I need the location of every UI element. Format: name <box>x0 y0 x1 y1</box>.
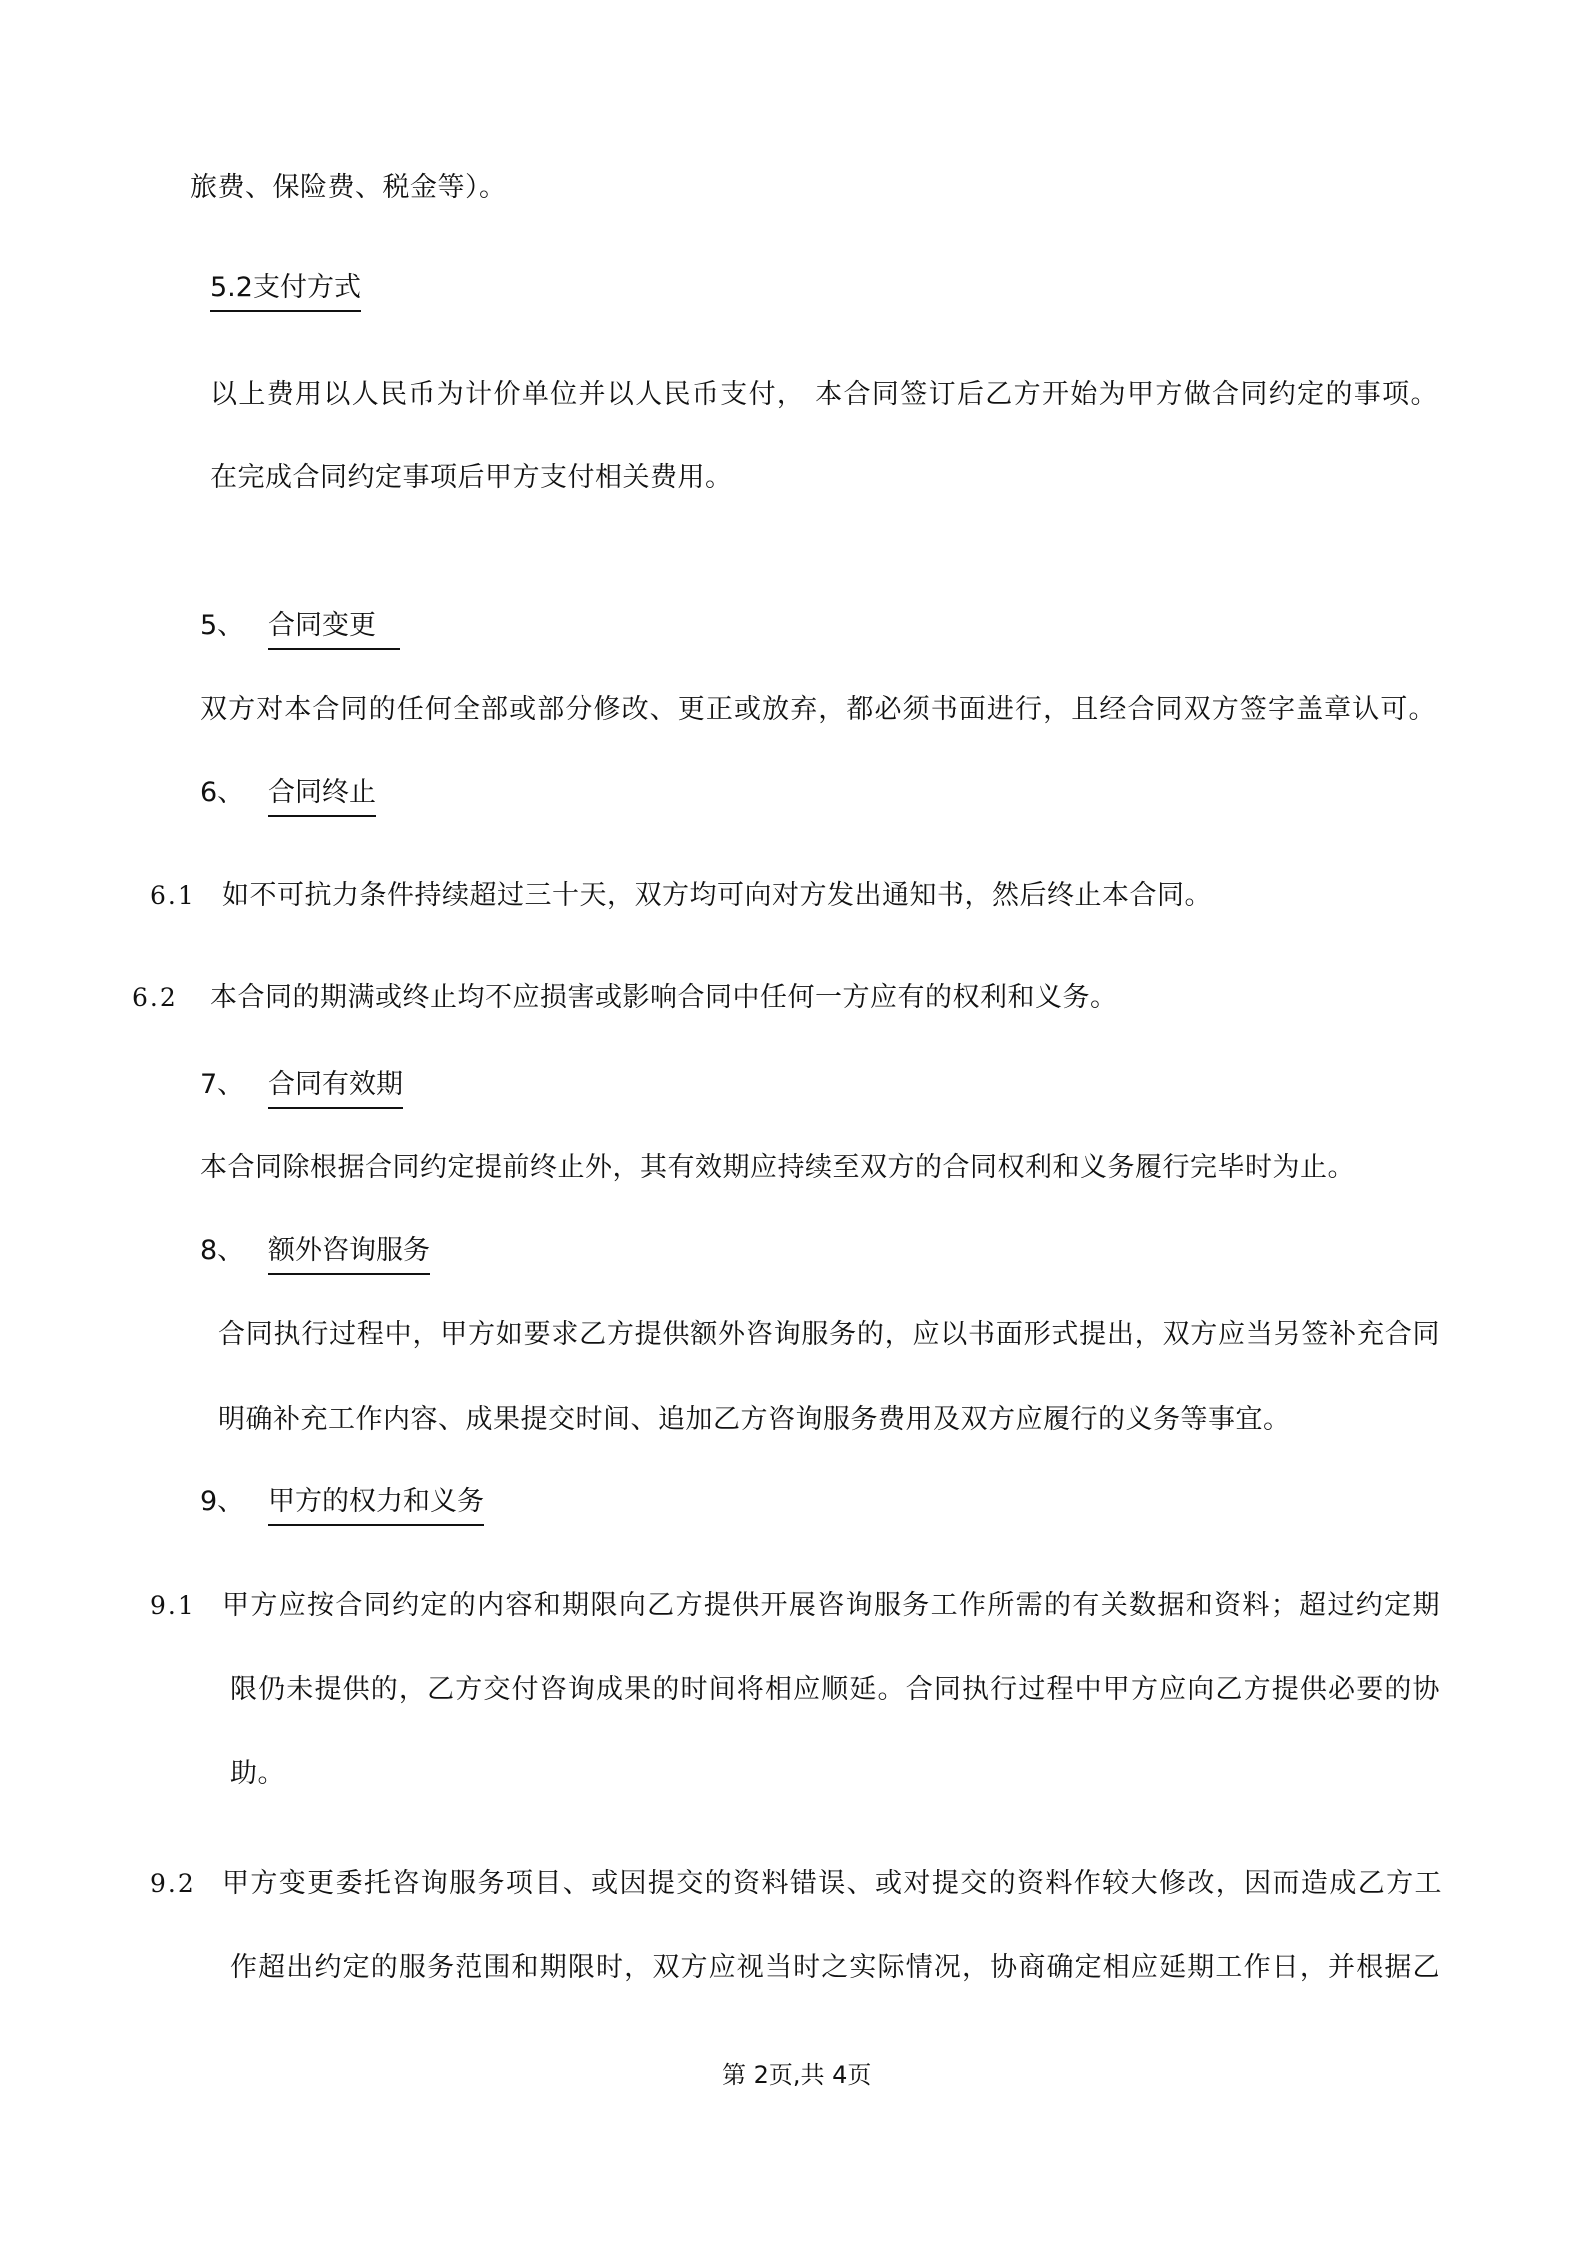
section-7-body: 本合同除根据合同约定提前终止外，其有效期应持续至双方的合同权利和义务履行完毕时为止。 <box>200 1152 1355 1183</box>
item-9-1-line3: 助。 <box>230 1758 285 1789</box>
item-6-2-text: 本合同的期满或终止均不应损害或影响合同中任何一方应有的权利和义务。 <box>210 982 1118 1013</box>
item-9-2-label: 9.2 <box>150 1869 196 1898</box>
section-8-body-line2: 明确补充工作内容、成果提交时间、追加乙方咨询服务费用及双方应履行的义务等事宜。 <box>218 1404 1291 1435</box>
section-8-title: 额外咨询服务 <box>268 1231 430 1275</box>
section-9-number: 9、 <box>200 1486 245 1517</box>
item-6-1-label: 6.1 <box>150 881 196 910</box>
section-8-number: 8、 <box>200 1235 245 1266</box>
item-6-2-label: 6.2 <box>132 983 178 1012</box>
item-9-1-label: 9.1 <box>150 1591 196 1620</box>
item-9-2-line2: 作超出约定的服务范围和期限时，双方应视当时之实际情况，协商确定相应延期工作日，并根据乙 <box>230 1952 1440 1983</box>
section-5-body: 双方对本合同的任何全部或部分修改、更正或放弃，都必须书面进行，且经合同双方签字盖章认可。 <box>200 694 1436 725</box>
section-6-title: 合同终止 <box>268 773 376 817</box>
continuation-line: 旅费、保险费、税金等）。 <box>190 172 507 203</box>
section-5-title: 合同变更 <box>268 606 400 650</box>
item-6-1-text: 如不可抗力条件持续超过三十天，双方均可向对方发出通知书，然后终止本合同。 <box>222 880 1212 911</box>
item-9-1-line1: 甲方应按合同约定的内容和期限向乙方提供开展咨询服务工作所需的有关数据和资料；超过约定期 <box>222 1590 1440 1621</box>
section-9-title: 甲方的权力和义务 <box>268 1482 484 1526</box>
section-6-number: 6、 <box>200 777 245 808</box>
section-5-2-heading: 5.2支付方式 <box>210 268 361 312</box>
section-7-title: 合同有效期 <box>268 1065 403 1109</box>
page-footer: 第 2页,共 4页 <box>722 2061 872 2089</box>
item-9-2-line1: 甲方变更委托咨询服务项目、或因提交的资料错误、或对提交的资料作较大修改，因而造成乙方工 <box>222 1868 1442 1899</box>
section-7-number: 7、 <box>200 1069 245 1100</box>
item-9-1-line2: 限仍未提供的，乙方交付咨询成果的时间将相应顺延。合同执行过程中甲方应向乙方提供必要的协 <box>230 1674 1440 1705</box>
section-8-body-line1: 合同执行过程中，甲方如要求乙方提供额外咨询服务的，应以书面形式提出，双方应当另签补充合同 <box>218 1319 1440 1350</box>
section-5-2-para-line2: 在完成合同约定事项后甲方支付相关费用。 <box>210 462 733 493</box>
section-5-2-para-line1: 以上费用以人民币为计价单位并以人民币支付， 本合同签订后乙方开始为甲方做合同约定的事项。 <box>210 379 1438 410</box>
section-5-number: 5、 <box>200 610 245 641</box>
